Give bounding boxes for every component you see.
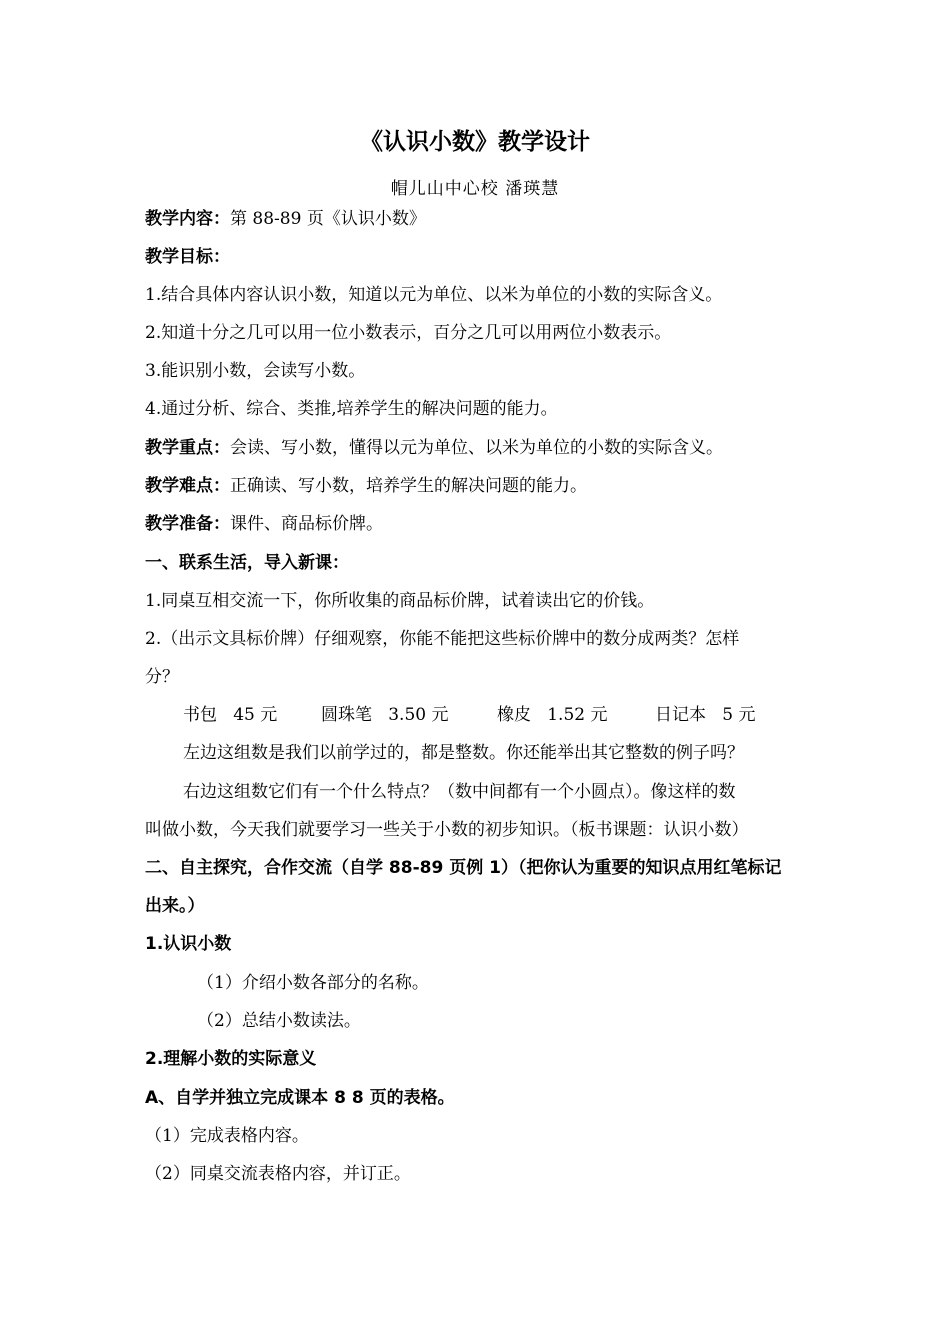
content-line	[145, 207, 426, 231]
difficulty-text: 正确读、写小数，培养学生的解决问题的能力。	[230, 476, 587, 496]
item-name: 日记本	[655, 705, 706, 725]
sub-item: （1）完成表格内容。	[145, 1126, 309, 1146]
key-point-line	[145, 436, 723, 460]
objective-item: 1.结合具体内容认识小数，知道以元为单位、以米为单位的小数的实际含义。	[145, 285, 723, 305]
preparation-line	[145, 512, 383, 536]
price-item	[321, 703, 497, 727]
price-items-row	[183, 703, 755, 727]
difficulty-line	[145, 474, 587, 498]
objective-item: 4.通过分析、综合、类推,培养学生的解决问题的能力。	[145, 399, 558, 419]
item-name: 橡皮	[497, 705, 531, 725]
section1-paragraph: 2.（出示文具标价牌）仔细观察，你能不能把这些标价牌中的数分成两类？怎样	[145, 629, 740, 649]
preparation-label: 教学准备：	[145, 514, 230, 534]
section1-heading: 一、联系生活，导入新课：	[145, 553, 349, 573]
objectives-label: 教学目标：	[145, 247, 230, 267]
section2-heading-cont: 出来。）	[145, 896, 205, 916]
sub-heading-a: A、自学并独立完成课本 8 8 页的表格。	[145, 1088, 455, 1108]
price-item	[655, 703, 755, 727]
content-label: 教学内容：	[145, 209, 230, 229]
author-line: 帽儿山中心校 潘瑛慧	[390, 179, 560, 199]
objective-item: 3.能识别小数，会读写小数。	[145, 361, 366, 381]
item-price: 3.50 元	[388, 705, 449, 725]
section1-paragraph: 右边这组数它们有一个什么特点？（数中间都有一个小圆点）。像这样的数	[183, 782, 736, 802]
sub-item: （1）介绍小数各部分的名称。	[197, 973, 429, 993]
section1-paragraph: 分？	[145, 667, 179, 687]
sub-item: （2）总结小数读法。	[197, 1011, 361, 1031]
key-point-label: 教学重点：	[145, 438, 230, 458]
key-point-text: 会读、写小数，懂得以元为单位、以米为单位的小数的实际含义。	[230, 438, 723, 458]
section1-paragraph: 1.同桌互相交流一下，你所收集的商品标价牌，试着读出它的价钱。	[145, 591, 655, 611]
item-price: 5 元	[722, 705, 756, 725]
sub-heading: 2.理解小数的实际意义	[145, 1049, 317, 1069]
price-item	[497, 703, 655, 727]
objective-item: 2.知道十分之几可以用一位小数表示，百分之几可以用两位小数表示。	[145, 323, 672, 343]
preparation-text: 课件、商品标价牌。	[230, 514, 383, 534]
item-name: 圆珠笔	[321, 705, 372, 725]
difficulty-label: 教学难点：	[145, 476, 230, 496]
price-item	[183, 703, 321, 727]
sub-item: （2）同桌交流表格内容，并订正。	[145, 1164, 411, 1184]
item-price: 45 元	[233, 705, 278, 725]
document-title: 《认识小数》教学设计	[360, 129, 590, 155]
content-text: 第 88-89 页《认识小数》	[230, 209, 426, 229]
item-name: 书包	[183, 705, 217, 725]
item-price: 1.52 元	[547, 705, 608, 725]
section1-paragraph: 左边这组数是我们以前学过的，都是整数。你还能举出其它整数的例子吗？	[183, 743, 744, 763]
section1-paragraph: 叫做小数，今天我们就要学习一些关于小数的初步知识。（板书课题：认识小数）	[145, 820, 749, 840]
sub-heading: 1.认识小数	[145, 934, 232, 954]
section2-heading: 二、自主探究，合作交流（自学 88-89 页例 1）（把你认为重要的知识点用红笔标记	[145, 858, 782, 878]
